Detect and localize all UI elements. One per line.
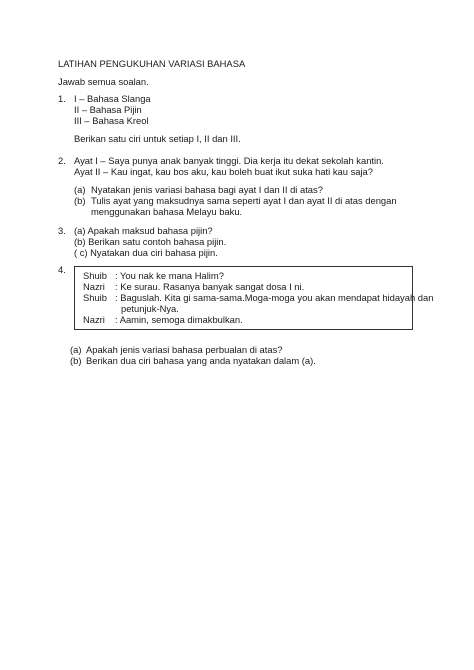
q4-b-text: Berikan dua ciri bahasa yang anda nyatakan dalam (a). xyxy=(86,355,316,366)
q1-number: 1. xyxy=(58,93,66,104)
q1-item-2: II – Bahasa Pijin xyxy=(74,104,142,115)
q3-c: ( c) Nyatakan dua ciri bahasa pijin. xyxy=(74,247,218,258)
dialogue-line: : You nak ke mana Halim? xyxy=(115,270,224,281)
q2-b-text-2: menggunakan bahasa Melayu baku. xyxy=(91,206,243,217)
dialogue-line-continuation: petunjuk-Nya. xyxy=(121,303,179,314)
speaker-label: Nazri xyxy=(83,314,105,325)
q4-a-label: (a) xyxy=(70,344,82,355)
q4-b-label: (b) xyxy=(70,355,82,366)
q3-a: (a) Apakah maksud bahasa pijin? xyxy=(74,225,213,236)
speaker-label: Nazri xyxy=(83,281,105,292)
q3-number: 3. xyxy=(58,225,66,236)
q1-task: Berikan satu ciri untuk setiap I, II dan III. xyxy=(74,133,241,144)
speaker-label: Shuib xyxy=(83,270,107,281)
dialogue-line: : Baguslah. Kita gi sama-sama.Moga-moga you akan mendapat hidayah dan xyxy=(115,292,434,303)
q2-ayat-1: Ayat I – Saya punya anak banyak tinggi. Dia kerja itu dekat sekolah kantin. xyxy=(74,155,384,166)
q1-item-1: I – Bahasa Slanga xyxy=(74,93,151,104)
q2-a-label: (a) xyxy=(74,184,86,195)
dialogue-line: : Ke surau. Rasanya banyak sangat dosa I ni. xyxy=(115,281,305,292)
q4-number: 4. xyxy=(58,264,66,275)
dialogue-line: : Aamin, semoga dimakbulkan. xyxy=(115,314,243,325)
instruction: Jawab semua soalan. xyxy=(58,76,149,87)
q2-a-text: Nyatakan jenis variasi bahasa bagi ayat I dan II di atas? xyxy=(91,184,323,195)
q2-b-label: (b) xyxy=(74,195,86,206)
q1-item-3: III – Bahasa Kreol xyxy=(74,115,149,126)
q2-b-text-1: Tulis ayat yang maksudnya sama seperti ayat I dan ayat II di atas dengan xyxy=(91,195,397,206)
q3-b: (b) Berikan satu contoh bahasa pijin. xyxy=(74,236,227,247)
dialogue-box xyxy=(74,266,434,330)
q4-a-text: Apakah jenis variasi bahasa perbualan di atas? xyxy=(86,344,283,355)
speaker-label: Shuib xyxy=(83,292,107,303)
document-title: LATIHAN PENGUKUHAN VARIASI BAHASA xyxy=(58,58,246,69)
q2-number: 2. xyxy=(58,155,66,166)
q2-ayat-2: Ayat II – Kau ingat, kau bos aku, kau boleh buat ikut suka hati kau saja? xyxy=(74,166,373,177)
